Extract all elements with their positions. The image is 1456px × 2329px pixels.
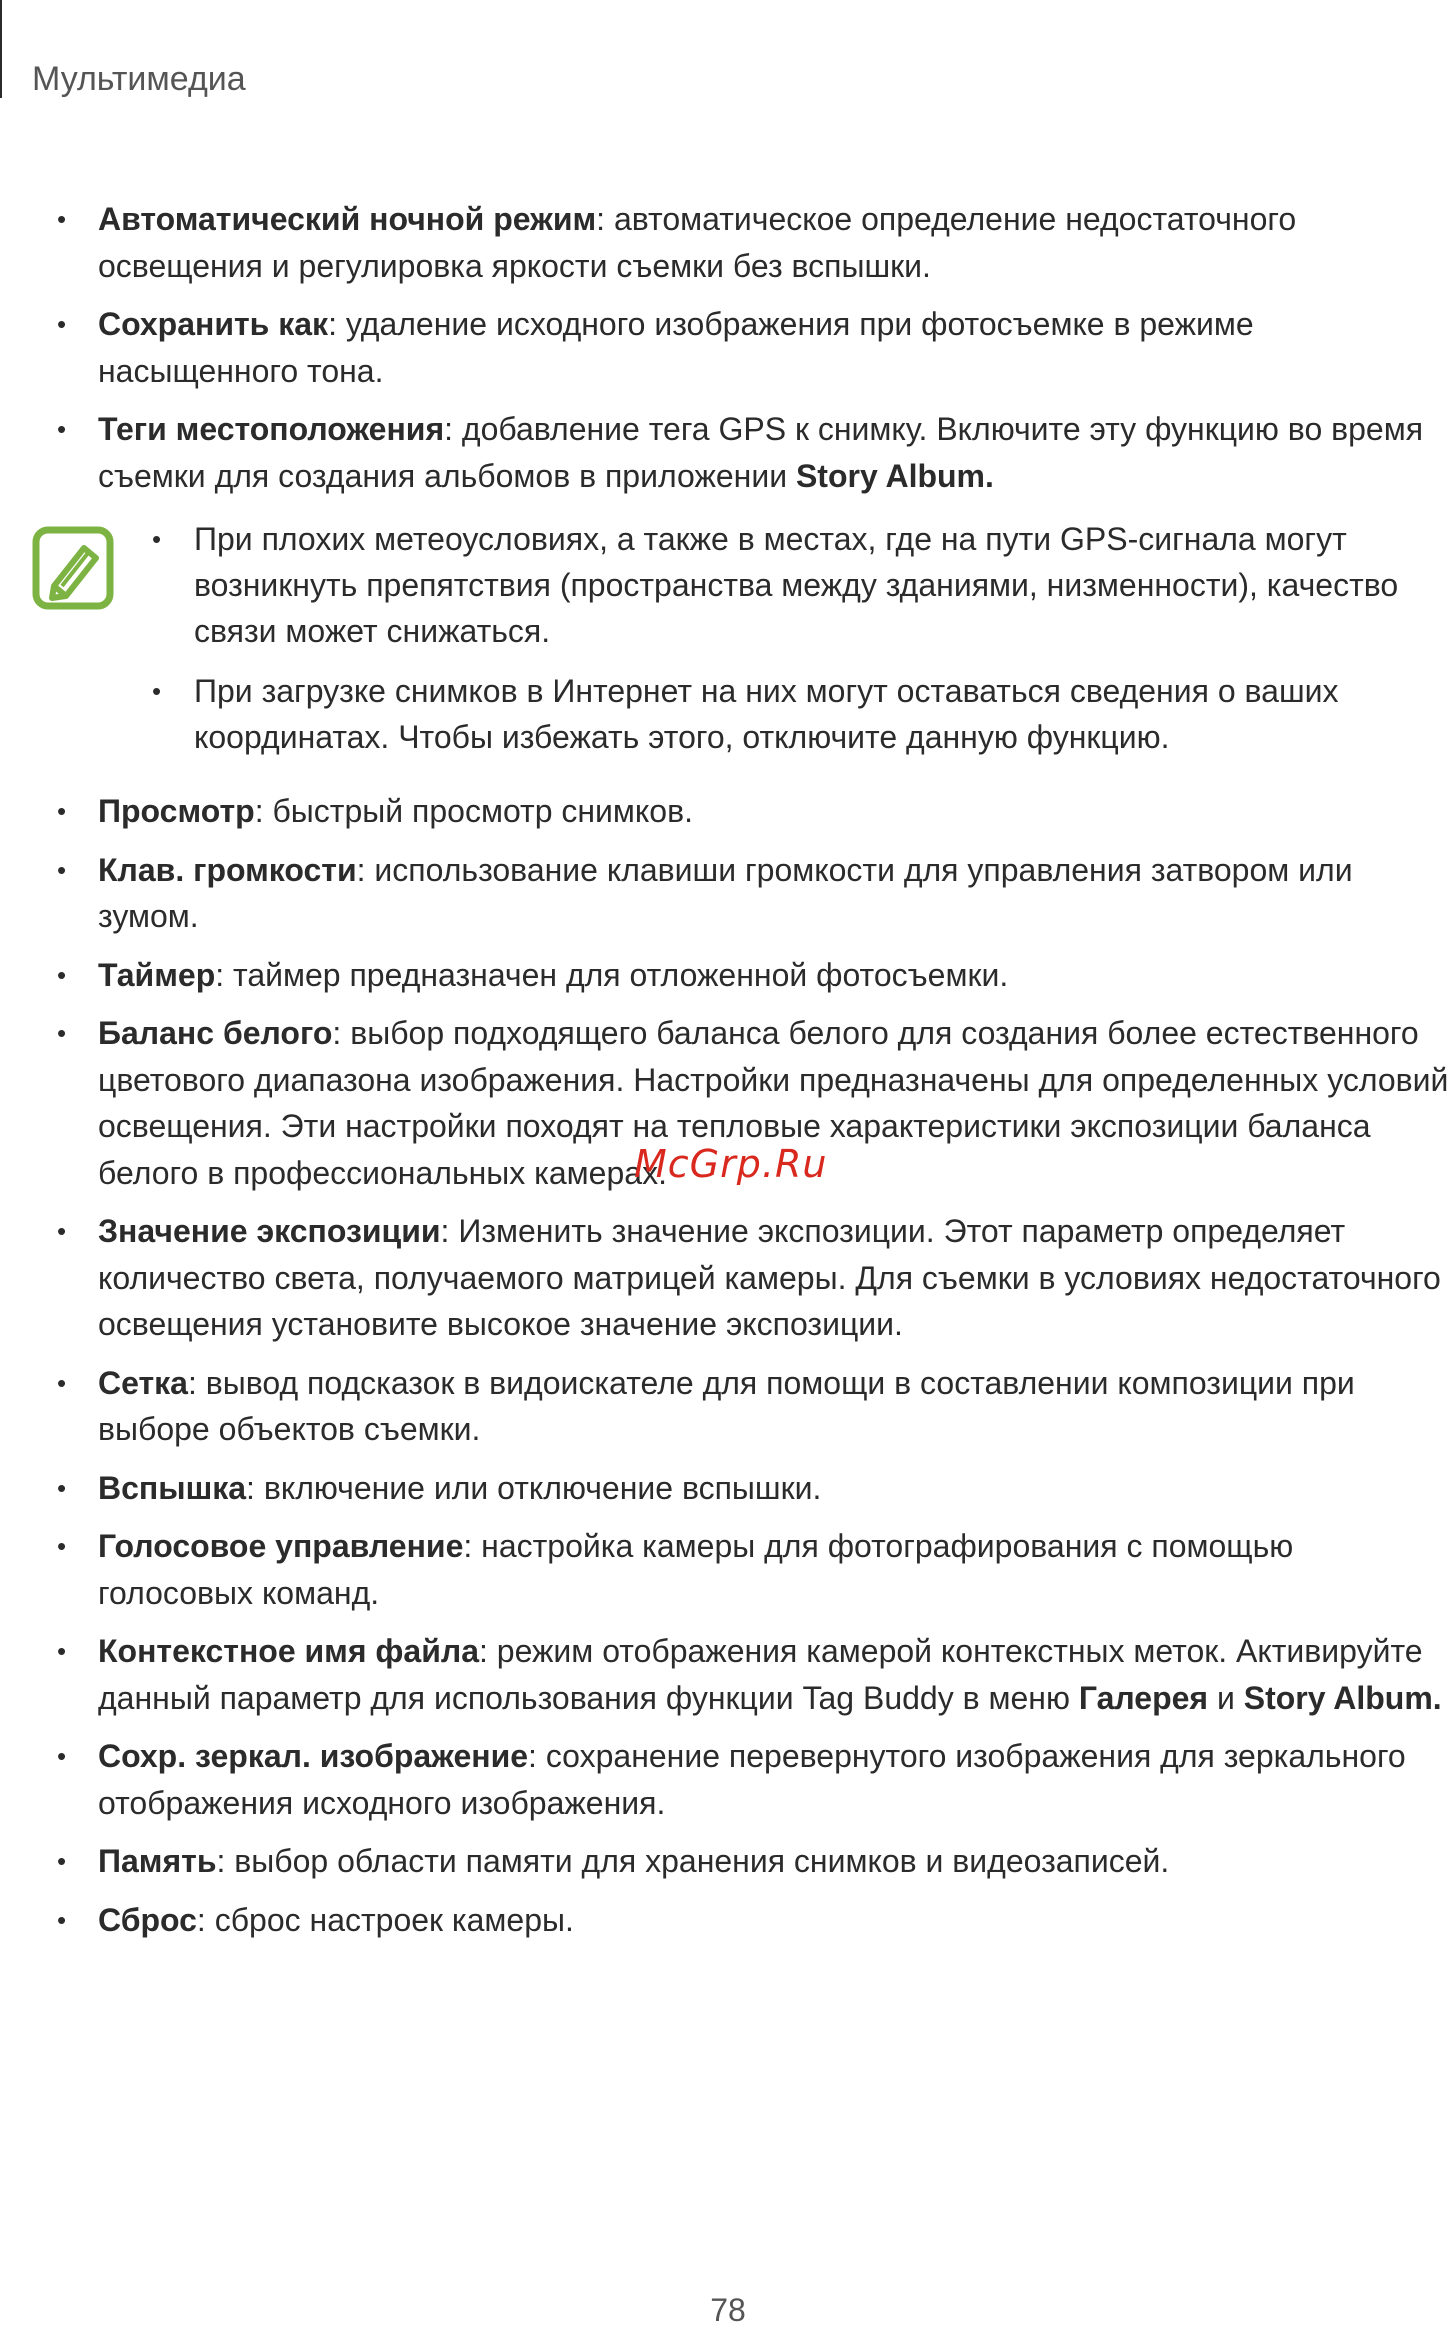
watermark: McGrp.Ru [634,1142,828,1186]
bullet: • [57,1216,67,1246]
item-app-name: Story Album. [795,457,994,494]
list-item [0,1208,1456,1348]
item-text: : выбор области памяти для хранения снимков и видеозаписей. [216,1843,1170,1879]
item-text: : настройка камеры для фотографирования с помощью голосовых команд. [98,1528,1294,1611]
item-text: : использование клавиши громкости для управления затвором или зумом. [98,851,1353,934]
list-item [0,301,1456,394]
item-text: : удаление исходного изображения при фотосъемке в режиме насыщенного тона. [98,306,1254,389]
list-item [0,847,1456,940]
bullet: • [152,524,162,554]
item-term: Просмотр [98,793,255,829]
item-term: Сетка [98,1364,188,1401]
item-term: Сброс [98,1901,197,1938]
bullet: • [57,1636,67,1666]
item-term: Клав. громкости [98,851,357,888]
item-text: : включение или отключение вспышки. [246,1469,822,1506]
bullet: • [57,1018,67,1048]
item-term: Баланс белого [98,1015,333,1051]
bullet: • [57,1741,67,1771]
item-app-name: Story Album. [1243,1679,1442,1716]
section-header: Мультимедиа [32,60,246,98]
item-term: Значение экспозиции [98,1213,441,1249]
item-menu-name: Галерея [1078,1679,1209,1716]
item-text: : сброс настроек камеры. [196,1901,574,1938]
item-text: : вывод подсказок в видоискателе для помощи в составлении композиции при выборе объектов съемки. [98,1364,1355,1447]
item-text: : сохранение перевернутого изображения для зеркального отображения исходного изображения. [98,1738,1406,1821]
bullet: • [57,854,67,885]
list-item [0,1897,1456,1944]
bullet: • [57,796,67,826]
list-item [0,1523,1456,1616]
side-rule [0,0,2,98]
bullet: • [57,1904,67,1935]
item-text: : Изменить значение экспозиции. Этот параметр определяет количество света, получаемого матрицей камеры. Для съемки в условиях недостаточного освещения установите высокое значение экспозиции. [98,1213,1441,1342]
item-text: : быстрый просмотр снимков. [254,793,693,829]
item-text: : добавление тега GPS к снимку. Включите эту функцию во время съемки для создания альбомов в приложении [98,411,1424,494]
list-item [0,1628,1456,1721]
note-text: При плохих метеоусловиях, а также в местах, где на пути GPS-сигнала могут возникнуть препятствия (пространства между зданиями, низменности), качество связи может снижаться. [194,521,1399,649]
settings-list-bottom [0,788,1456,1955]
item-text-joiner: и [1208,1679,1244,1716]
list-item [0,1733,1456,1826]
item-text: : режим отображения камерой контекстных меток. Активируйте данный параметр для использования функции Tag Buddy в меню [98,1633,1423,1716]
bullet: • [57,309,67,339]
bullet: • [57,1846,67,1876]
bullet: • [57,1367,67,1398]
item-text: : таймер предназначен для отложенной фотосъемки. [215,956,1009,993]
list-item [0,406,1456,499]
note-item [0,668,1456,760]
settings-list-top [0,196,1456,511]
item-term: Память [98,1843,217,1879]
list-item [0,1360,1456,1453]
item-term: Контекстное имя файла [98,1633,479,1669]
item-term: Сохранить как [98,306,329,342]
item-term: Таймер [98,956,216,993]
page-number: 78 [710,2292,746,2328]
list-item [0,196,1456,289]
note-text: При загрузке снимков в Интернет на них могут оставаться сведения о ваших координатах. Чтобы избежать этого, отключите данную функцию. [194,673,1339,755]
list-item [0,1838,1456,1885]
bullet: • [152,676,162,706]
item-term: Голосовое управление [98,1528,464,1564]
item-text: : автоматическое определение недостаточного освещения и регулировка яркости съемки без вспышки. [98,201,1297,284]
bullet: • [57,959,67,990]
item-term: Вспышка [98,1469,247,1506]
item-term: Теги местоположения [98,411,445,447]
item-text: : выбор подходящего баланса белого для создания более естественного цветового диапазона изображения. Настройки предназначены для определенных условий освещения. Эти настройки походят на тепловые характеристики экспозиции баланса белого в профессиональных камерах. [98,1015,1449,1191]
bullet: • [57,204,67,234]
bullet: • [57,1531,67,1561]
list-item [0,1465,1456,1512]
bullet: • [57,1472,67,1503]
note-item [0,516,1456,654]
item-term: Сохр. зеркал. изображение [98,1738,529,1774]
item-term: Автоматический ночной режим [98,201,597,237]
note-list [0,516,1456,774]
list-item [0,952,1456,999]
bullet: • [57,414,67,444]
list-item [0,788,1456,835]
